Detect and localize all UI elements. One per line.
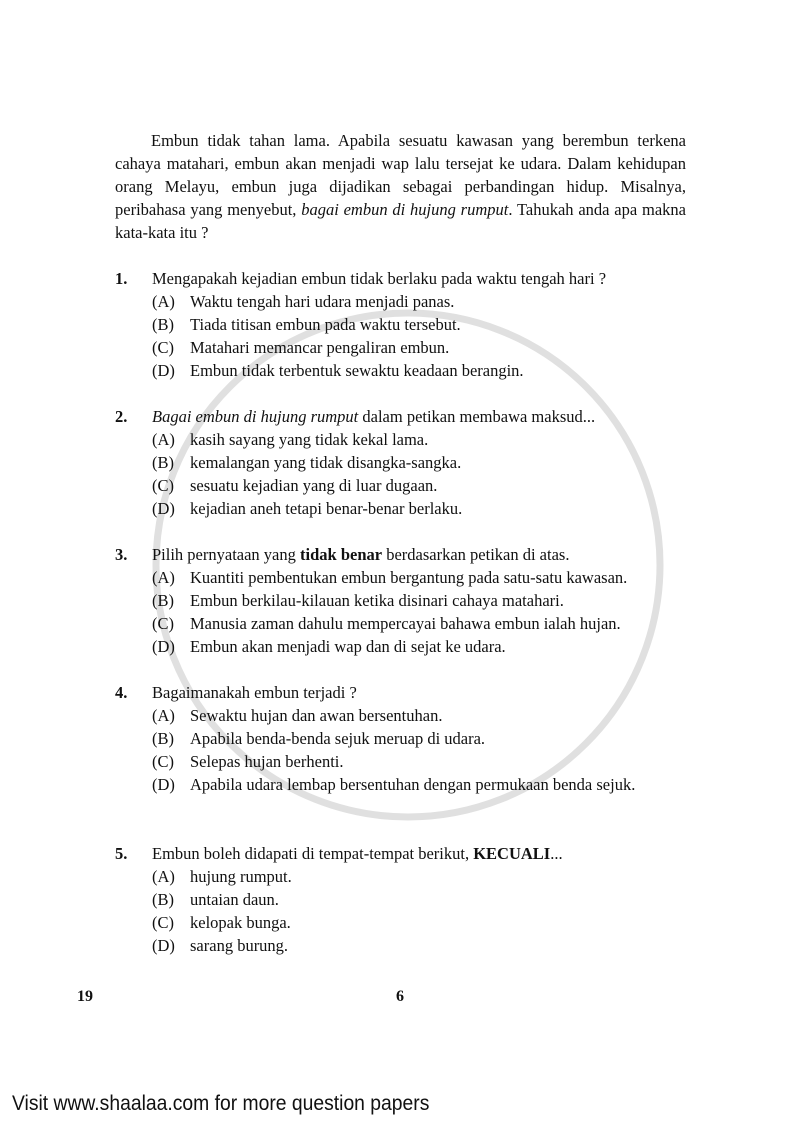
option-text: Sewaktu hujan dan awan bersentuhan. — [190, 706, 443, 725]
option-text: kemalangan yang tidak disangka-sangka. — [190, 453, 462, 472]
question-text: Bagai embun di hujung rumput dalam petikan membawa maksud... — [152, 407, 596, 426]
option-text: sarang burung. — [190, 936, 289, 955]
option-text: Embun tidak terbentuk sewaktu keadaan berangin. — [190, 361, 524, 380]
option-letter: (C) — [152, 338, 174, 357]
option-text: Apabila benda-benda sejuk meruap di udara. — [190, 729, 486, 748]
question-text: Bagaimanakah embun terjadi ? — [152, 683, 357, 702]
option-text: Embun akan menjadi wap dan di sejat ke udara. — [190, 637, 506, 656]
question-text: Embun boleh didapati di tempat-tempat berikut, KECUALI... — [152, 844, 563, 863]
question-5 — [115, 842, 686, 957]
option-text: Tiada titisan embun pada waktu tersebut. — [190, 315, 461, 334]
option-letter: (A) — [152, 706, 175, 725]
option-text: Waktu tengah hari udara menjadi panas. — [190, 292, 455, 311]
option-text: Manusia zaman dahulu mempercayai bahawa embun ialah hujan. — [190, 614, 621, 633]
option — [152, 313, 686, 336]
option — [152, 359, 686, 382]
option-letter: (B) — [152, 453, 174, 472]
option-text: Matahari memancar pengaliran embun. — [190, 338, 450, 357]
option-text: hujung rumput. — [190, 867, 292, 886]
question-4 — [115, 681, 686, 796]
option-letter: (D) — [152, 775, 175, 794]
option-text: untaian daun. — [190, 890, 279, 909]
exam-content — [115, 129, 686, 957]
option — [152, 934, 686, 957]
option-text: sesuatu kejadian yang di luar dugaan. — [190, 476, 438, 495]
option-letter: (B) — [152, 591, 174, 610]
option-letter: (C) — [152, 752, 174, 771]
option-letter: (D) — [152, 361, 175, 380]
option — [152, 704, 686, 727]
question-number: 4. — [115, 683, 128, 702]
question-text: Pilih pernyataan yang tidak benar berdasarkan petikan di atas. — [152, 545, 570, 564]
question-number: 5. — [115, 844, 128, 863]
option — [152, 888, 686, 911]
visit-banner: Visit www.shaalaa.com for more question papers — [12, 1092, 430, 1115]
option — [152, 635, 686, 658]
option — [152, 336, 686, 359]
question-text: Mengapakah kejadian embun tidak berlaku pada waktu tengah hari ? — [152, 269, 607, 288]
passage: Embun tidak tahan lama. Apabila sesuatu kawasan yang berembun terkena cahaya matahari, embun akan menjadi wap lalu tersejat ke udara. Dalam kehidupan orang Melayu, embun juga dijadikan sebagai perbandingan hidup. Misalnya, peribahasa yang menyebut, bagai embun di hujung rumput. Tahukah anda apa makna kata-kata itu ? — [115, 131, 686, 242]
option-text: kejadian aneh tetapi benar-benar berlaku. — [190, 499, 463, 518]
option — [152, 566, 686, 589]
option — [152, 750, 686, 773]
option-letter: (C) — [152, 913, 174, 932]
option-letter: (A) — [152, 568, 175, 587]
option — [152, 865, 686, 888]
paper-code: 19 — [77, 988, 93, 1005]
question-2 — [115, 405, 686, 520]
page-number: 6 — [396, 988, 404, 1005]
option-letter: (C) — [152, 476, 174, 495]
question-1 — [115, 267, 686, 382]
option — [152, 428, 686, 451]
option-letter: (A) — [152, 867, 175, 886]
option-letter: (D) — [152, 936, 175, 955]
option-letter: (B) — [152, 890, 174, 909]
option-letter: (C) — [152, 614, 174, 633]
option — [152, 451, 686, 474]
option — [152, 497, 686, 520]
option — [152, 612, 686, 635]
option-letter: (B) — [152, 729, 174, 748]
option-text: Apabila udara lembap bersentuhan dengan permukaan benda sejuk. — [190, 775, 636, 794]
question-3 — [115, 543, 686, 658]
option-text: kasih sayang yang tidak kekal lama. — [190, 430, 429, 449]
option-letter: (D) — [152, 499, 175, 518]
option-letter: (A) — [152, 430, 175, 449]
option-letter: (B) — [152, 315, 174, 334]
question-number: 2. — [115, 407, 128, 426]
option — [152, 474, 686, 497]
question-number: 3. — [115, 545, 128, 564]
option-letter: (D) — [152, 637, 175, 656]
option — [152, 589, 686, 612]
option-text: kelopak bunga. — [190, 913, 291, 932]
option — [152, 773, 686, 796]
option-text: Selepas hujan berhenti. — [190, 752, 344, 771]
option-letter: (A) — [152, 292, 175, 311]
option-text: Embun berkilau-kilauan ketika disinari cahaya matahari. — [190, 591, 564, 610]
option — [152, 911, 686, 934]
question-number: 1. — [115, 269, 128, 288]
option — [152, 727, 686, 750]
option-text: Kuantiti pembentukan embun bergantung pada satu-satu kawasan. — [190, 568, 628, 587]
option — [152, 290, 686, 313]
